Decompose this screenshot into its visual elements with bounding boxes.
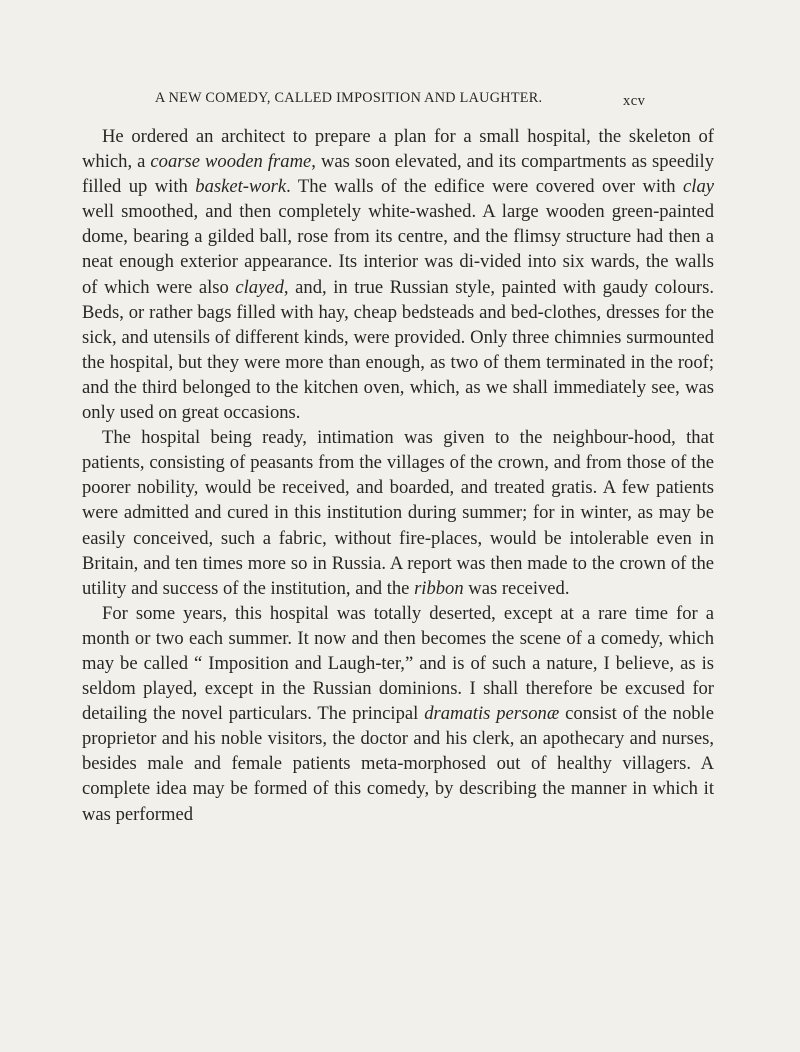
text-run: He ordered an architect to prepare a plan for a small hospital, the skeleton of which, a bbox=[82, 126, 714, 173]
text-run: , was soon elevated, and its compartments as speedily filled up with bbox=[82, 151, 714, 198]
running-header: A NEW COMEDY, CALLED IMPOSITION AND LAUGHTER. bbox=[155, 90, 543, 106]
italic-run: ribbon bbox=[414, 577, 464, 599]
italic-run: coarse wooden frame bbox=[150, 151, 312, 173]
text-run: . The walls of the edifice were covered over with bbox=[286, 176, 684, 198]
body-text bbox=[82, 124, 714, 827]
italic-run: clay bbox=[683, 176, 714, 198]
paragraph bbox=[82, 124, 714, 425]
text-run: was received. bbox=[463, 577, 570, 599]
text-run: For some years, this hospital was totally deserted, except at a rare time for a month or two each summer. It now and then becomes the scene of a comedy, which may be called “ Imposition and Laugh-ter,” and is of such a nature, I believe, as is seldom played, except in the Russian dominions. I shall therefore be excused for detailing the novel particulars. The principal bbox=[82, 602, 714, 725]
paragraph bbox=[82, 425, 714, 601]
text-run: well smoothed, and then completely white-washed. A large wooden green-painted dome, bearing a gilded ball, rose from its centre, and the flimsy structure had then a neat enough exterior appearance. Its interior was di-vided into six wards, the walls of which were also bbox=[82, 201, 714, 298]
text-run: The hospital being ready, intimation was given to the neighbour-hood, that patients, consisting of peasants from the villages of the crown, and from those of the poorer nobility, would be received, and boarded, and treated gratis. A few patients were admitted and cured in this institution during summer; for in winter, as may be easily conceived, such a fabric, without fire-places, would be intolerable even in Britain, and ten times more so in Russia. A report was then made to the crown of the utility and success of the institution, and the bbox=[82, 427, 714, 599]
paragraph bbox=[82, 601, 714, 827]
text-run: consist of the noble proprietor and his noble visitors, the doctor and his clerk, an apothecary and nurses, besides male and female patients meta-morphosed out of healthy villagers. A complete idea may be formed of this comedy, by describing the manner in which it was performed bbox=[82, 703, 714, 825]
italic-run: clayed bbox=[235, 276, 284, 298]
page-number: xcv bbox=[623, 93, 646, 109]
italic-run: dramatis personæ bbox=[424, 703, 560, 725]
italic-run: basket-work bbox=[195, 176, 287, 198]
text-run: , and, in true Russian style, painted with gaudy colours. Beds, or rather bags filled with hay, cheap bedsteads and bed-clothes, dresses for the sick, and utensils of different kinds, were provided. Only three chimnies surmounted the hospital, but they were more than enough, as two of them terminated in the roof; and the third belonged to the kitchen oven, which, as we shall immediately see, was only used on great occasions. bbox=[82, 276, 714, 424]
